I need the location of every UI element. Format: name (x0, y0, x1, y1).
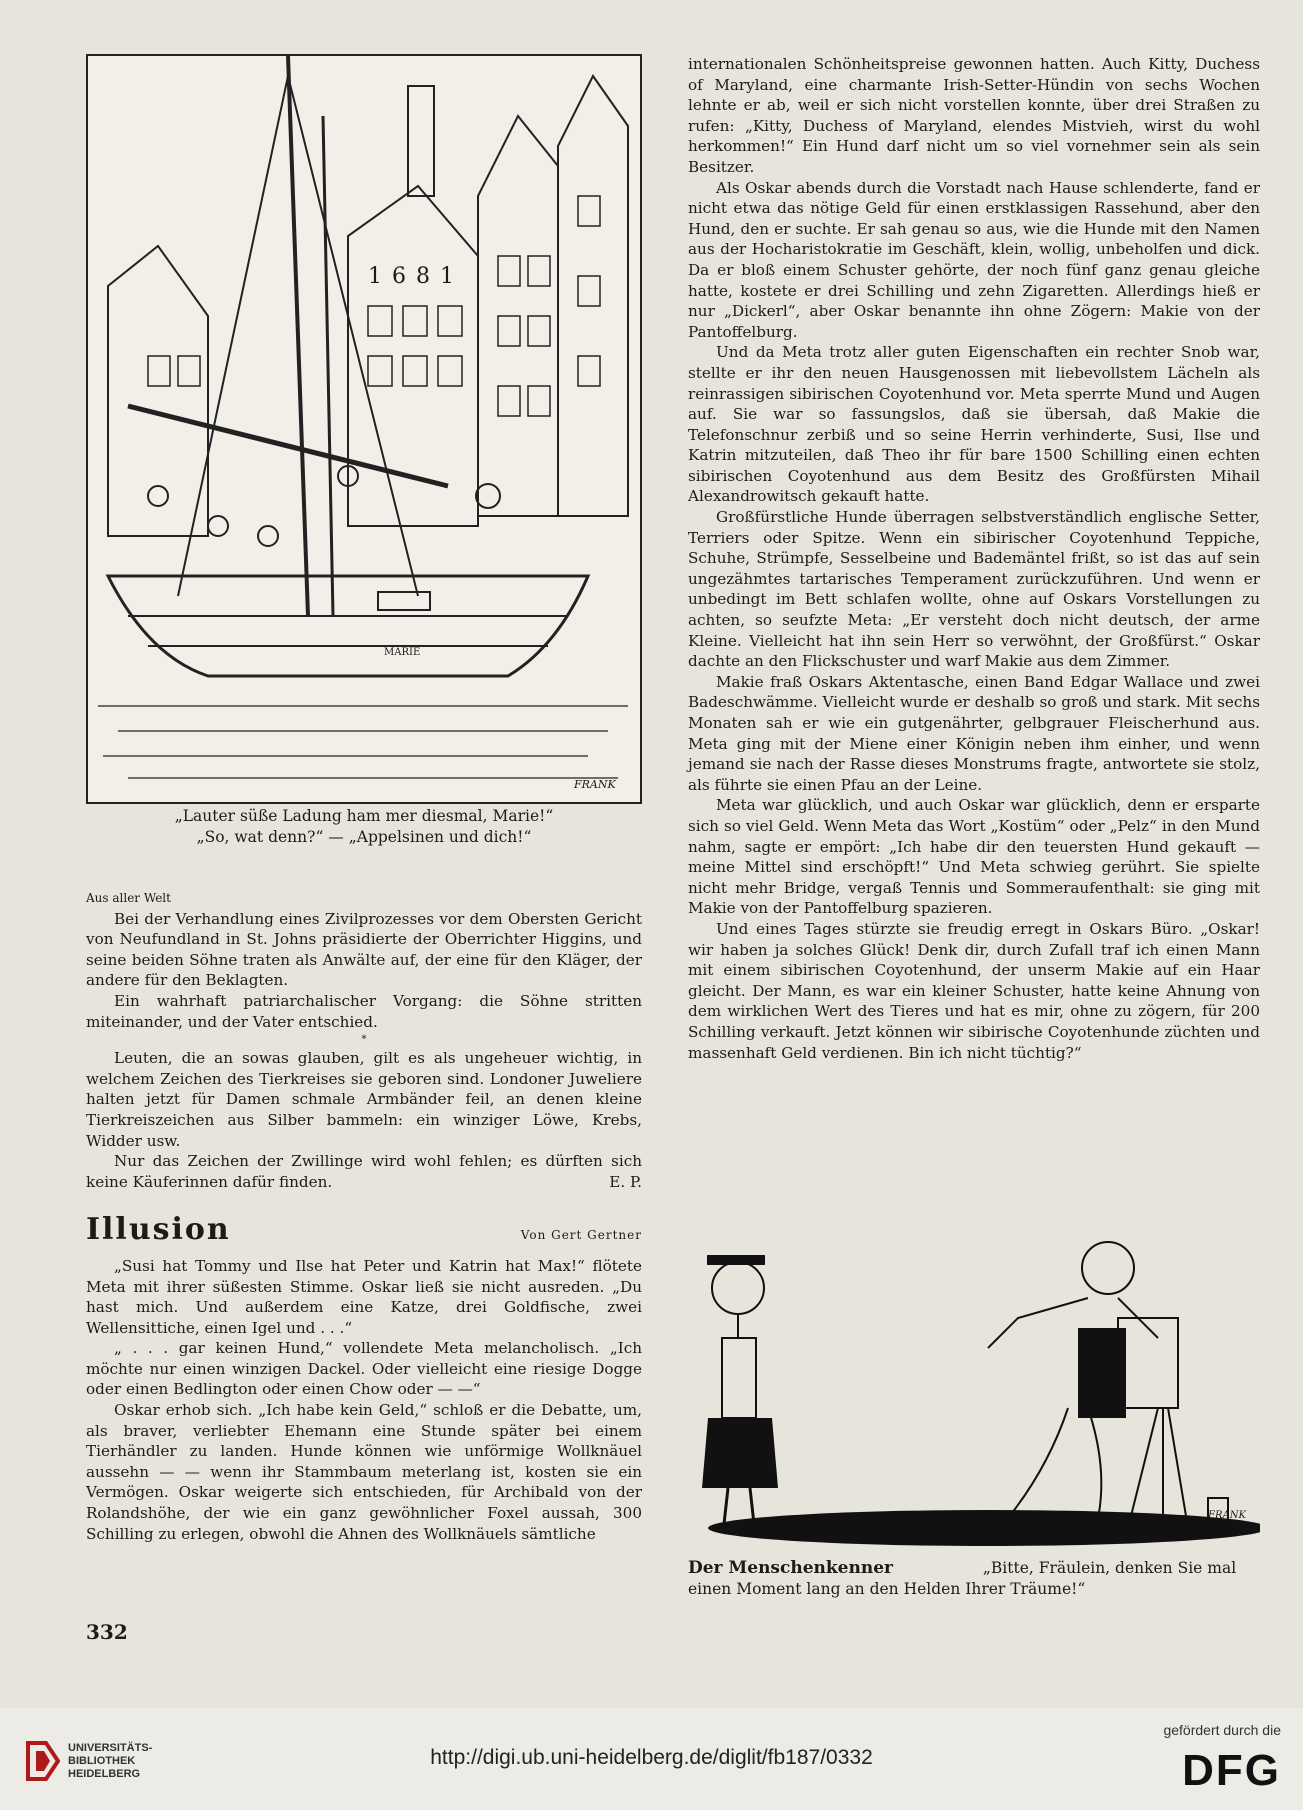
harbour-drawing (88, 56, 640, 802)
section-label: Aus aller Welt (86, 891, 171, 905)
left-column (86, 888, 642, 1544)
cartoon-caption (688, 1558, 1260, 1600)
story-paragraph-6: Und da Meta trotz aller guten Eigenschaften ein rechter Snob war, stellte er ihr den neuen Hausgenossen mit liebevollstem Lächeln als reinrassigen sibirischen Coyotenhund vor. Meta sperrte Mund und Augen auf. Sie war so fassungslos, daß sie übersah, daß Makie die Telefonschnur zerbiß und so seine Herrin verhinderte, Susi, Ilse und Katrin mitzuteilen, daß Theo ihr für bare 1500 Schilling einen echten sibirischen Coyotenhund aus dem Besitz des Großfürsten Mihail Alexandrowitsch gekauft hatte. (688, 343, 1260, 506)
viewer-footer (0, 1708, 1303, 1810)
cartoon-text: „Bitte, Fräulein, denken Sie mal einen Moment lang an den Helden Ihrer Träume!“ (688, 1559, 1237, 1598)
photographer-cartoon (688, 1228, 1260, 1548)
page-url-link[interactable]: http://digi.ub.uni-heidelberg.de/diglit/fb187/0332 (430, 1746, 873, 1769)
library-name-line-1: UNIVERSITÄTS- (68, 1741, 153, 1754)
story-heading (86, 1212, 642, 1248)
cartoon-artist-signature: FRANK (1208, 1510, 1246, 1521)
story-byline: Von Gert Gertner (520, 1228, 642, 1243)
story-paragraph-9: Meta war glücklich, und auch Oskar war glücklich, denn er ersparte sich so viel Geld. Wenn Meta das Wort „Kostüm“ oder „Pelz“ in den Mund nahm, sagte er empört: „Ich habe dir den teuersten Hund gekauft — meine Mittel sind erschöpft!“ Und Meta schwieg gerührt. Sie spielte nicht mehr Bridge, vergaß Tennis und Sommeraufenthalt: sie ging mit Makie von der Pantoffelburg spazieren. (688, 796, 1260, 918)
funded-by-label: gefördert durch die (1163, 1722, 1281, 1738)
library-name-line-2: BIBLIOTHEK (68, 1754, 136, 1767)
separator: * (361, 1034, 367, 1046)
cartoon-illustration (688, 1228, 1260, 1548)
news-paragraph-4-text: Nur das Zeichen der Zwillinge wird wohl fehlen; es dürften sich keine Käuferinnen dafür finden. (86, 1152, 642, 1191)
page-number: 332 (86, 1620, 128, 1644)
caption-line-1: „Lauter süße Ladung ham mer diesmal, Marie!“ (174, 807, 554, 825)
caption-line-2: „So, wat denn?“ — „Appelsinen und dich!“ (196, 828, 532, 846)
boat-name: MARIE (384, 647, 421, 658)
news-paragraph-1: Bei der Verhandlung eines Zivilprozesses vor dem Obersten Gericht von Neufundland in St. Johns präsidierte der Oberrichter Higgins, und seine beiden Söhne traten als Anwälte auf, der eine für den Kläger, der andere für den Beklagten. (86, 909, 642, 990)
story-paragraph-5: Als Oskar abends durch die Vorstadt nach Hause schlenderte, fand er nicht etwa das nötige Geld für einen erstklassigen Rassehund, aber den Hund, den er suchte. Er sah genau so aus, wie die Hunde mit den Namen aus der Hocharistokratie im Geschäft, klein, wollig, unbeholfen und dick. Da er bloß einem Schuster gehörte, der noch fünf ganz genau gleiche hatte, kostete er drei Schilling und zehn Zigaretten. Allerdings hieß er nur „Dickerl“, aber Oskar benannte ihn ohne Zögern: Makie von der Pantoffelburg. (688, 178, 1260, 341)
right-column (688, 54, 1260, 1063)
library-name-line-3: HEIDELBERG (68, 1767, 141, 1780)
news-signature: E. P. (609, 1172, 642, 1191)
story-paragraph-7: Großfürstliche Hunde überragen selbstverständlich englische Setter, Terriers oder Spitze. Wenn ein sibirischer Coyotenhund Teppiche, Schuhe, Strümpfe, Sesselbeine und Bademäntel frißt, so ist das auf sein ungezähmtes tartarisches Temperament zurückzuführen. Und wenn er unbedingt im Bett schlafen wollte, ohne auf Oskars Vorstellungen zu achten, so seufzte Meta: „Er versteht doch nicht deutsch, der arme Kleine. Vielleicht hat ihn sein Herr so verwöhnt, der Großfürst.“ Oskar dachte an den Flickschuster und warf Makie aus dem Zimmer. (688, 508, 1260, 671)
story-paragraph-8: Makie fraß Oskars Aktentasche, einen Band Edgar Wallace und zwei Badeschwämme. Vielleicht wurde er deshalb so groß und stark. Mit sechs Monaten sah er wie ein gutgenährter, gelbgrauer Fleischerhund aus. Meta ging mit der Miene einer Königin neben ihm einher, und wenn jemand sie nach der Rasse dieses Monstrums fragte, antwortete sie stolz, als führte sie einen Pfau an der Leine. (688, 672, 1260, 794)
harbour-illustration (86, 54, 642, 804)
story-paragraph-1: „Susi hat Tommy und Ilse hat Peter und Katrin hat Max!“ flötete Meta mit ihrer süßesten Stimme. Oskar ließ sie nicht ausreden. „Du hast mich. Und außerdem eine Katze, drei Goldfische, zwei Wellensittiche, einen Igel und . . .“ (86, 1256, 642, 1337)
story-paragraph-10: Und eines Tages stürzte sie freudig erregt in Oskars Büro. „Oskar! wir haben ja solches Glück! Denk dir, durch Zufall traf ich einen Mann mit einem sibirischen Coyotenhund, der unserm Makie auf ein Haar gleicht. Der Mann, es war ein kleiner Schuster, hatte keine Ahnung von dem wirklichen Wert des Tieres und hat es mir, ohne zu zögern, für 200 Schilling verkauft. Jetzt können wir sibirische Coyotenhunde züchten und massenhaft Geld verdienen. Bin ich nicht tüchtig?“ (688, 919, 1260, 1062)
news-paragraph-3: Leuten, die an sowas glauben, gilt es als ungeheuer wichtig, in welchem Zeichen des Tierkreises sie geboren sind. Londoner Juweliere halten jetzt für Damen schmale Armbänder feil, an denen kleine Tierkreiszeichen aus Silber bammeln: ein winziger Löwe, Krebs, Widder usw. (86, 1049, 642, 1150)
story-title: Illusion (86, 1212, 231, 1248)
news-paragraph-2: Ein wahrhaft patriarchalischer Vorgang: die Söhne stritten miteinander, und der Vater entschied. (86, 991, 642, 1031)
artist-signature: FRANK (574, 778, 616, 791)
story-paragraph-4: internationalen Schönheitspreise gewonnen hatten. Auch Kitty, Duchess of Maryland, eine charmante Irish-Setter-Hündin von sechs Wochen lehnte er ab, weil er sich nicht vorstellen konnte, über drei Straßen zu rufen: „Kitty, Duchess of Maryland, elendes Mistvieh, wirst du wohl herkommen!“ Ein Hund darf nicht um so viel vornehmer sein als sein Besitzer. (688, 55, 1260, 176)
dfg-logo[interactable]: DFG (1182, 1746, 1281, 1795)
illustration-caption (86, 806, 642, 848)
story-paragraph-2: „ . . . gar keinen Hund,“ vollendete Meta melancholisch. „Ich möchte nur einen winzigen Dackel. Oder vielleicht eine riesige Dogge oder einen Bedlington oder einen Chow oder — —“ (86, 1339, 642, 1399)
news-paragraph-4 (86, 1151, 642, 1192)
year-on-house: 1681 (368, 264, 464, 289)
story-paragraph-3: Oskar erhob sich. „Ich habe kein Geld,“ schloß er die Debatte, um, als braver, verliebter Ehemann eine Stunde später bei einem Tierhändler zu landen. Hunde können wie unförmige Wollknäuel aussehn — — wenn ihr Stammbaum meterlang ist, kosten sie ein Vermögen. Oskar weigerte sich entschieden, für Archibald von der Rolandshöhe, der wie ein ganz gewöhnlicher Foxel aussah, 300 Schilling zu erlegen, obwohl die Ahnen des Wollknäuels sämtliche (86, 1401, 642, 1543)
cartoon-title: Der Menschenkenner (688, 1558, 893, 1578)
